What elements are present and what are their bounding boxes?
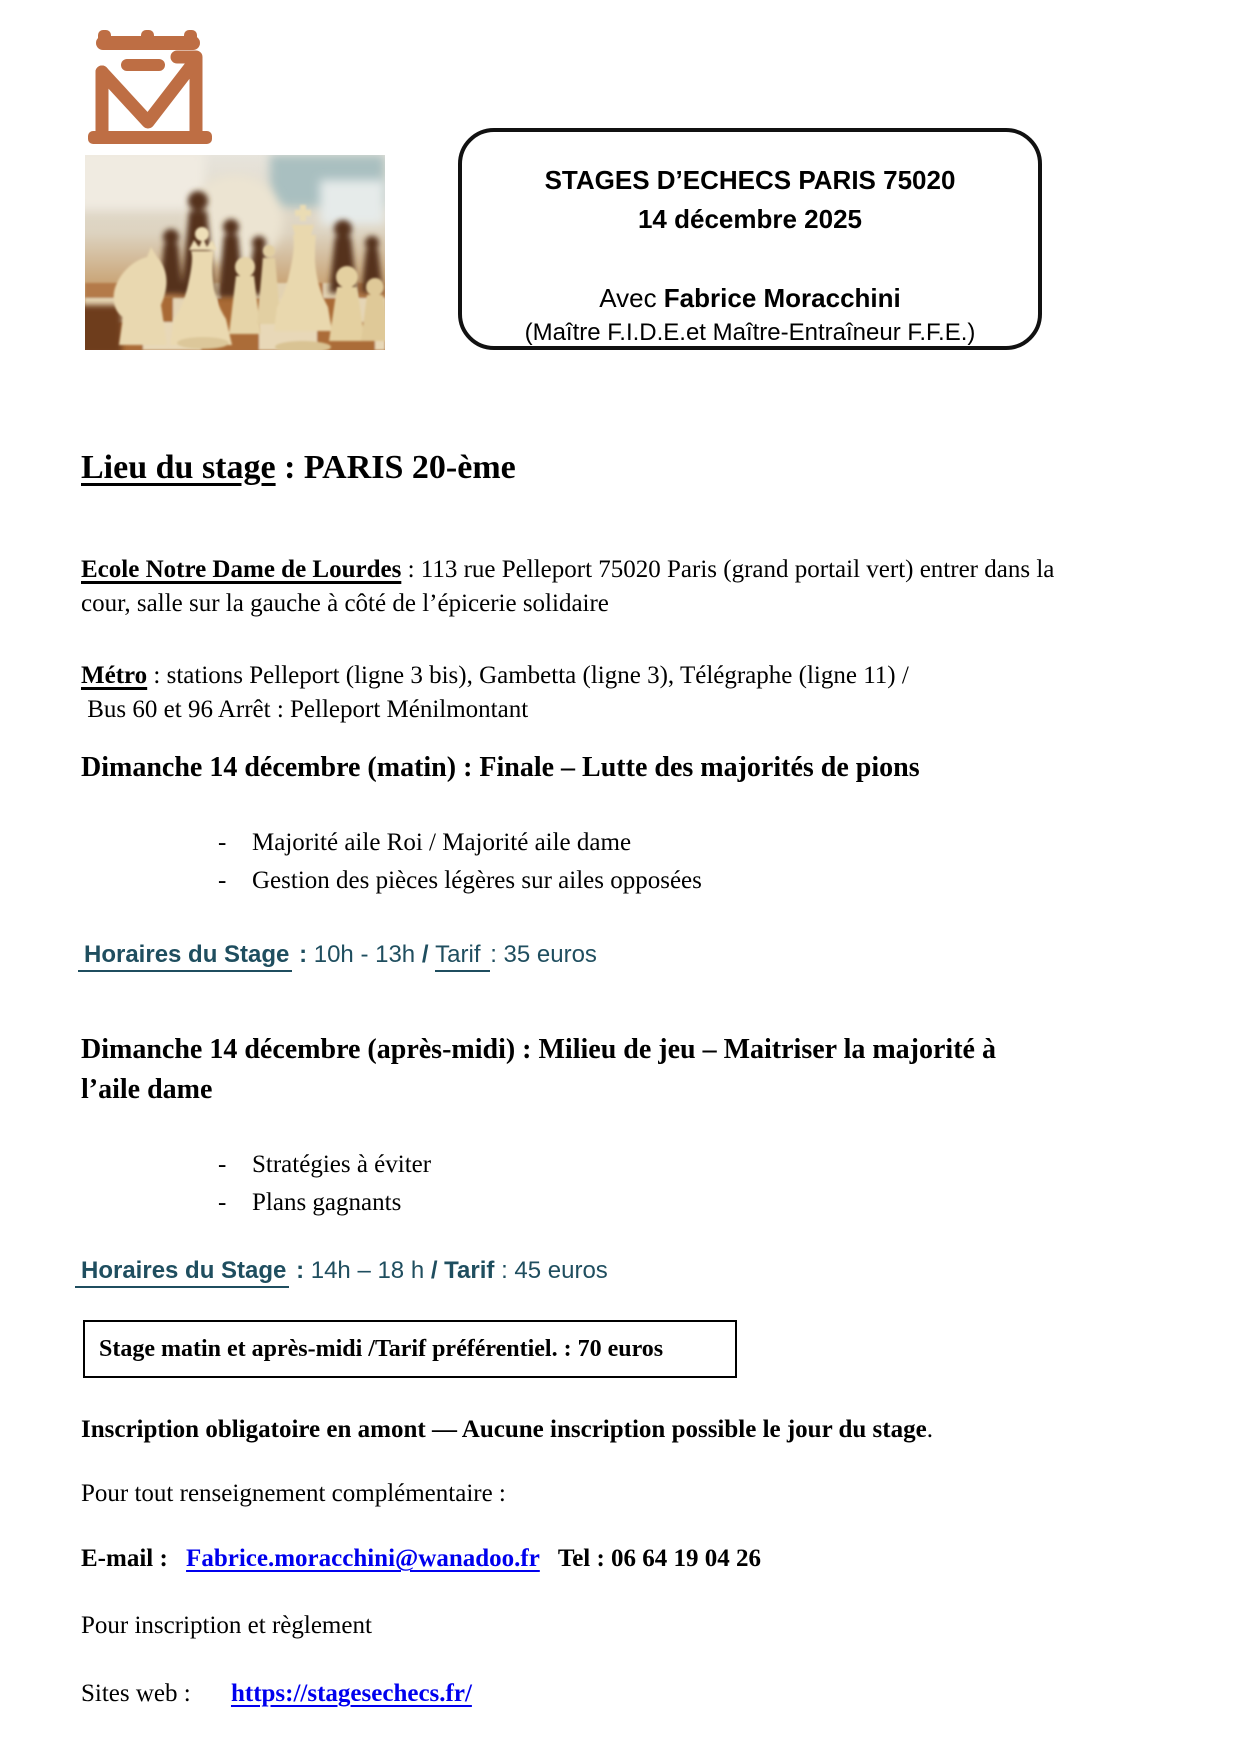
morning-bullet-list xyxy=(218,824,702,900)
schedule-slash: / xyxy=(421,941,436,968)
websites-line xyxy=(81,1680,472,1708)
schedule-colon: : xyxy=(292,941,314,968)
schedule-label: Horaires du Stage xyxy=(75,1257,289,1288)
afternoon-schedule-line xyxy=(81,1254,608,1288)
registration-notice xyxy=(81,1416,933,1444)
bullet-text: Gestion des pièces légères sur ailes opposées xyxy=(252,867,702,894)
bullet-dash: - xyxy=(218,1189,227,1216)
chess-pieces-photo xyxy=(85,155,385,350)
list-item xyxy=(218,862,702,900)
metro-text: : stations Pelleport (ligne 3 bis), Gambetta (ligne 3), Télégraphe (ligne 11) / xyxy=(147,662,909,689)
afternoon-bullet-list xyxy=(218,1146,431,1222)
bullet-dash: - xyxy=(218,1151,227,1178)
metro-info xyxy=(81,659,1121,727)
banner-title: STAGES D’ECHECS PARIS 75020 xyxy=(544,165,956,195)
banner-instructor-name: Fabrice Moracchini xyxy=(663,283,901,313)
schedule-time: 10h - 13h xyxy=(313,941,422,968)
school-name-label: Ecole Notre Dame de Lourdes xyxy=(81,556,402,583)
title-banner xyxy=(458,128,1042,350)
morning-schedule-line xyxy=(84,938,597,972)
registration-notice-period: . xyxy=(926,1416,933,1443)
tarif-label: / Tarif xyxy=(430,1257,495,1284)
sites-label: Sites web : xyxy=(81,1680,197,1707)
info-intro: Pour tout renseignement complémentaire : xyxy=(81,1480,506,1507)
contact-line xyxy=(81,1545,761,1573)
bullet-text: Stratégies à éviter xyxy=(252,1151,432,1178)
payment-line: Pour inscription et règlement xyxy=(81,1612,372,1639)
combo-offer-box xyxy=(83,1320,737,1378)
tarif-label: Tarif xyxy=(435,941,490,972)
location-heading-label: Lieu du stage xyxy=(81,449,276,486)
bullet-dash: - xyxy=(218,829,227,856)
phone-number: Tel : 06 64 19 04 26 xyxy=(557,1545,762,1572)
combo-offer-text: Stage matin et après-midi /Tarif préférentiel. : 70 euros xyxy=(99,1335,664,1362)
schedule-time: 14h – 18 h xyxy=(310,1257,431,1284)
banner-date: 14 décembre 2025 xyxy=(637,204,863,234)
email-label: E-mail : xyxy=(81,1545,175,1572)
bus-text: Bus 60 et 96 Arrêt : Pelleport Ménilmontant xyxy=(81,696,529,723)
bullet-text: Majorité aile Roi / Majorité aile dame xyxy=(252,829,632,856)
morning-session-heading: Dimanche 14 décembre (matin) : Finale – Lutte des majorités de pions xyxy=(81,752,920,783)
banner-with-prefix: Avec xyxy=(599,283,664,313)
afternoon-session-heading: Dimanche 14 décembre (après-midi) : Milieu de jeu – Maitriser la majorité à l’aile dame xyxy=(81,1034,996,1105)
metro-label: Métro xyxy=(81,662,148,689)
banner-credentials: (Maître F.I.D.E.et Maître-Entraîneur F.F.E.) xyxy=(524,319,976,346)
schedule-colon: : xyxy=(289,1257,311,1284)
registration-notice-text: Inscription obligatoire en amont — Aucune inscription possible le jour du stage xyxy=(81,1416,927,1443)
school-address xyxy=(81,553,1086,621)
email-link[interactable]: Fabrice.moracchini@wanadoo.fr xyxy=(186,1545,540,1572)
list-item xyxy=(218,824,702,862)
list-item xyxy=(218,1184,431,1222)
website-link[interactable]: https://stagesechecs.fr/ xyxy=(230,1680,472,1707)
location-heading xyxy=(81,446,516,490)
banner-instructor-line xyxy=(462,280,1038,316)
schedule-label: Horaires du Stage xyxy=(78,941,292,972)
list-item xyxy=(218,1146,431,1184)
location-heading-value: : PARIS 20-ème xyxy=(275,449,516,486)
bullet-text: Plans gagnants xyxy=(252,1189,402,1216)
tarif-value: : 35 euros xyxy=(490,941,597,968)
crown-m-logo-icon xyxy=(88,30,212,144)
tarif-value: : 45 euros xyxy=(494,1257,608,1284)
bullet-dash: - xyxy=(218,867,227,894)
school-address-text: : 113 rue Pelleport 75020 Paris (grand portail vert) entrer dans la cour, salle sur la gauche à côté de l’épicerie solidaire xyxy=(81,556,1055,617)
